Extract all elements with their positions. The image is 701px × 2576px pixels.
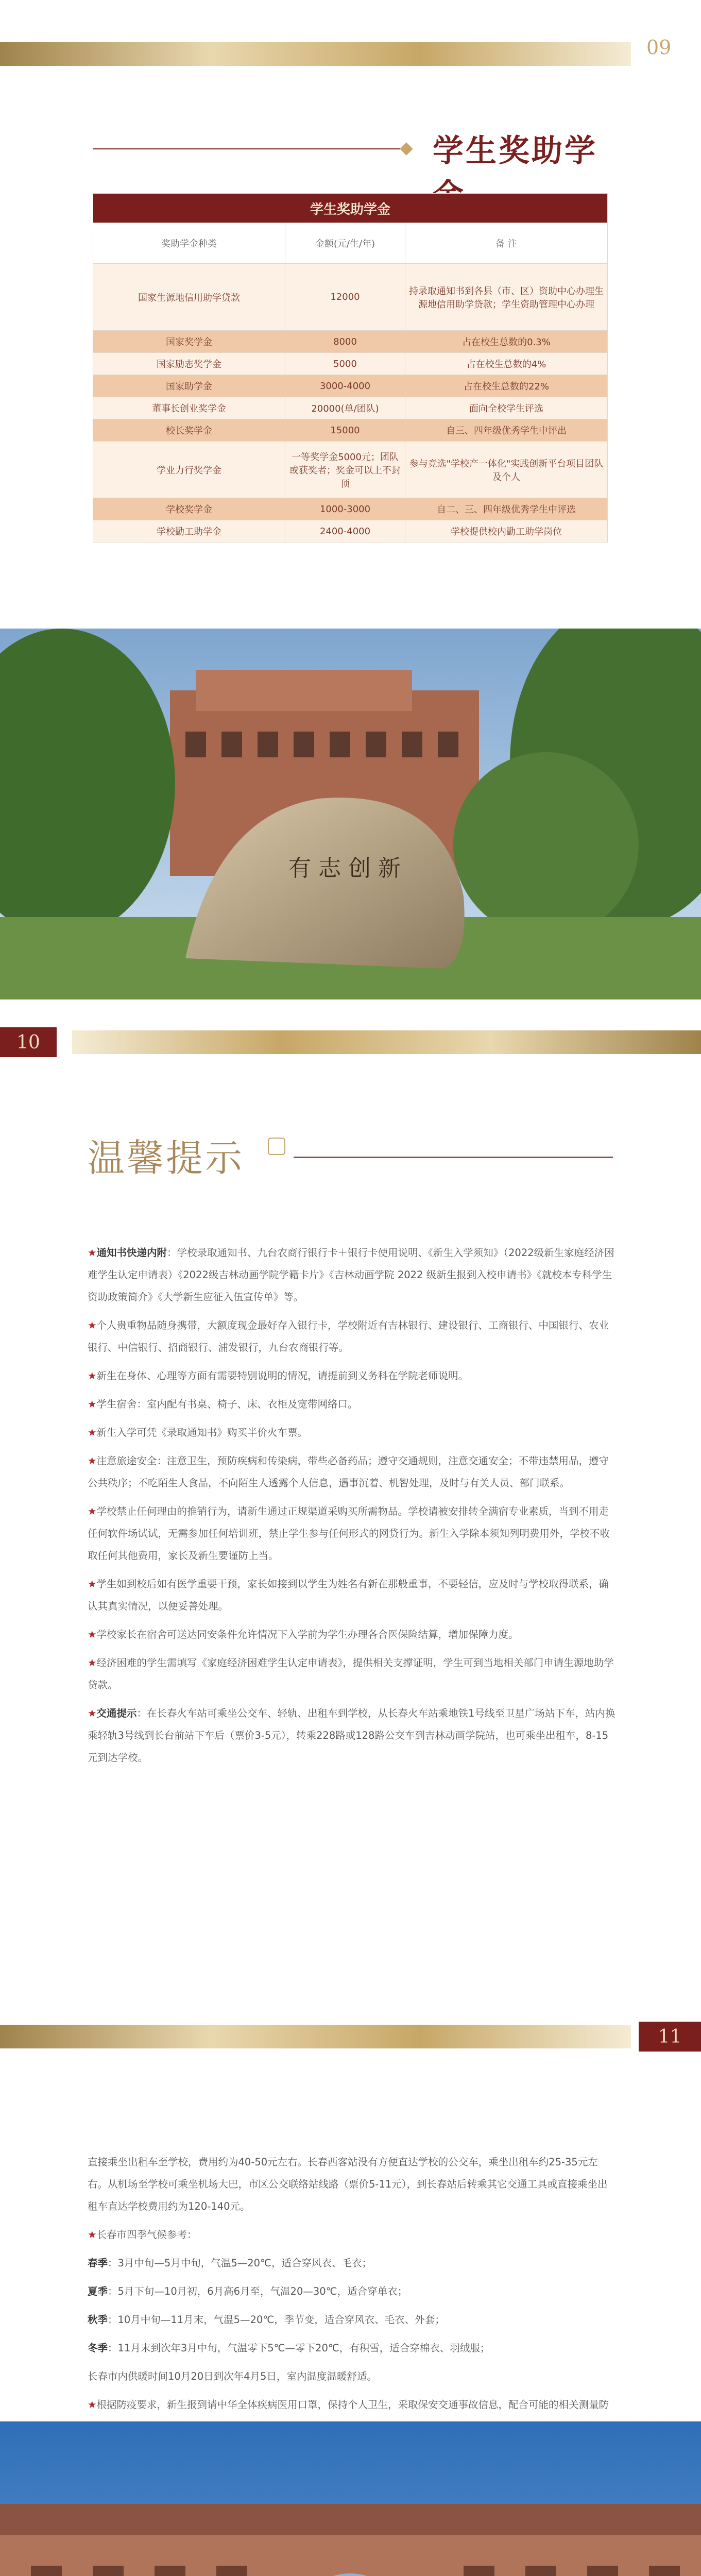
star-icon: ★ <box>88 2399 97 2411</box>
star-icon: ★ <box>88 1370 97 1382</box>
season-item <box>88 2252 615 2274</box>
table-row <box>93 264 608 331</box>
tip-item <box>88 1242 615 1308</box>
season-item <box>88 2309 615 2331</box>
tip-item <box>88 1702 615 1769</box>
tip-item <box>88 1500 615 1567</box>
table-row <box>93 498 608 520</box>
tip-text: ：学校录取通知书、九台农商行银行卡＋银行卡使用说明、《新生入学须知》（2022级新生家庭经济困难学生认定申请表）《2022级吉林动画学院学籍卡片》《吉林动画学院 2022 级新生报到入校申请书》《就校本专科学生资助政策简介》《大学新生应征入伍宣传单》等。 <box>88 1247 614 1303</box>
campus-stone-photo <box>0 629 701 999</box>
tip-text: 注意旅途安全：注意卫生，预防疾病和传染病，带些必备药品；遵守交通规则，注意交通安全；不带违禁用品，遵守公共秩序；不吃陌生人食品，不向陌生人透露个人信息，遇事沉着、机智处理，及时与有关人员、部门联系。 <box>88 1455 609 1489</box>
table-cell: 参与竞选"学校产一体化"实践创新平台项目团队及个人 <box>405 442 608 498</box>
table-row <box>93 397 608 419</box>
table-header: 备 注 <box>405 223 608 264</box>
tip-item <box>88 1421 615 1444</box>
star-icon: ★ <box>88 1319 97 1331</box>
reminder-text: 根据防疫要求，新生报到请中华全体疾病医用口罩，保持个人卫生，采取保安交通事故信息，配合可能的相关测量防 <box>96 2399 609 2411</box>
star-icon: ★ <box>88 2229 97 2241</box>
star-icon: ★ <box>88 1427 97 1438</box>
table-cell: 1000-3000 <box>285 498 405 520</box>
table-cell: 国家助学金 <box>93 375 285 397</box>
tip-item <box>88 1365 615 1387</box>
season-name: 春季 <box>88 2257 108 2269</box>
graduation-group-photo <box>0 2421 701 2576</box>
table-cell: 董事长创业奖学金 <box>93 397 285 419</box>
season-text: ：3月中旬—5月中旬，气温5—20℃，适合穿风衣、毛衣； <box>108 2257 372 2269</box>
tip-text: ：在长春火车站可乘坐公交车、轻轨、出租车到学校，从长春火车站乘地铁1号线至卫星广场站下车，站内换乘轻轨3号线到长台前站下车后（票价3-5元），转乘228路或128路公交车到吉林动画学院站，也可乘坐出租车，8-15元到达学校。 <box>88 1707 615 1764</box>
title-rule <box>294 1157 613 1158</box>
tips-list <box>88 1242 615 1775</box>
tip-text: 学生如到校后如有医学重要干预，家长如接到以学生为姓名有新在那般重事，不要轻信，应及时与学校取得联系，确认其真实情况，以便妥善处理。 <box>88 1578 609 1612</box>
season-item <box>88 2280 615 2302</box>
gold-band <box>72 1030 701 1054</box>
season-text: ：10月中旬—11月末，气温5—20℃，季节变，适合穿风衣、毛衣、外套； <box>108 2314 445 2326</box>
page-number: 10 <box>0 1027 57 1057</box>
winter-note: 长春市内供暖时间10月20日到次年4月5日，室内温度温暖舒适。 <box>88 2370 377 2382</box>
gold-band <box>0 2025 631 2048</box>
table-cell: 15000 <box>285 419 405 442</box>
section-title: 学生奖助学 <box>433 133 597 169</box>
tip-text: 学校禁止任何理由的推销行为，请新生通过正规渠道采购买所需物品。学校请被安排转全满宿专业素质，当到不用走任何软件场试试，无需参加任何培训班，禁止学生参与任何形式的网贷行为。新生入学除本须知列明费用外，学校不收取任何其他费用，家长及新生要谨防上当。 <box>88 1505 610 1562</box>
weather-title-text: 长春市四季气候参考： <box>96 2229 197 2241</box>
table-cell: 国家奖学金 <box>93 331 285 353</box>
table-cell: 5000 <box>285 353 405 375</box>
tip-item <box>88 1314 615 1359</box>
table-cell: 校长奖学金 <box>93 419 285 442</box>
season-text: ：11月末到次年3月中旬，气温零下5℃—零下20℃，有积雪，适合穿棉衣、羽绒服； <box>108 2342 490 2354</box>
tip-item <box>88 1573 615 1617</box>
table-cell: 占在校生总数的22% <box>405 375 608 397</box>
table-cell: 国家励志奖学金 <box>93 353 285 375</box>
table-cell: 8000 <box>285 331 405 353</box>
tip-text: 新生入学可凭《录取通知书》购买半价火车票。 <box>96 1427 307 1438</box>
title-rule <box>93 148 412 149</box>
section-title-bar <box>93 124 608 170</box>
table-cell: 20000(单/团队) <box>285 397 405 419</box>
table-cell: 面向全校学生评选 <box>405 397 608 419</box>
page-number: 11 <box>639 2022 701 2052</box>
table-row <box>93 419 608 442</box>
tip-text: 学校家长在宿舍可送达同安条件允许情况下入学前为学生办理各合医保险结算，增加保障力度。 <box>96 1629 519 1640</box>
season-name: 冬季 <box>88 2342 108 2354</box>
table-cell: 占在校生总数的4% <box>405 353 608 375</box>
table-cell: 学校奖学金 <box>93 498 285 520</box>
table-header: 奖助学金种类 <box>93 223 285 264</box>
star-icon: ★ <box>88 1398 97 1410</box>
scholarship-table <box>93 193 608 543</box>
star-icon: ★ <box>88 1505 97 1517</box>
tip-item <box>88 1623 615 1646</box>
tip-label: 交通提示 <box>96 1707 137 1719</box>
table-row <box>93 375 608 397</box>
decor-icon <box>268 1138 285 1155</box>
season-text: ：5月下旬—10月初，6月高6月至，气温20—30℃，适合穿单衣； <box>108 2285 408 2297</box>
star-icon: ★ <box>88 1629 97 1640</box>
table-row <box>93 520 608 543</box>
tip-item <box>88 1393 615 1415</box>
table-cell: 3000-4000 <box>285 375 405 397</box>
season-item <box>88 2337 615 2359</box>
table-row <box>93 442 608 498</box>
table-cell: 自二、三、四年级优秀学生中评选 <box>405 498 608 520</box>
table-row <box>93 331 608 353</box>
star-icon: ★ <box>88 1247 97 1259</box>
tip-text: 个人贵重物品随身携带，大额度现金最好存入银行卡，学校附近有吉林银行、建设银行、工商银行、中国银行、农业银行、中信银行、招商银行、浦发银行，九台农商银行等。 <box>88 1319 609 1353</box>
table-cell: 12000 <box>285 264 405 331</box>
table-header: 金额(元/生/年) <box>285 223 405 264</box>
tip-item <box>88 1450 615 1494</box>
table-cell: 学业力行奖学金 <box>93 442 285 498</box>
table-cell: 国家生源地信用助学贷款 <box>93 264 285 331</box>
page-number: 09 <box>646 36 672 59</box>
table-cell: 学校提供校内勤工助学岗位 <box>405 520 608 543</box>
tip-item <box>88 1652 615 1696</box>
tip-label: 通知书快递内附 <box>96 1247 167 1259</box>
table-cell: 一等奖学金5000元；团队或获奖者；奖金可以上不封顶 <box>285 442 405 498</box>
season-name: 夏季 <box>88 2285 108 2297</box>
star-icon: ★ <box>88 1657 97 1669</box>
table-cell: 2400-4000 <box>285 520 405 543</box>
star-icon: ★ <box>88 1455 97 1467</box>
weather-title <box>88 2224 615 2246</box>
tip-text: 经济困难的学生需填写《家庭经济困难学生认定申请表》，提供相关支撑证明，学生可到当地相关部门申请生源地助学贷款。 <box>88 1657 614 1691</box>
diamond-icon <box>400 142 413 155</box>
season-name: 秋季 <box>88 2314 108 2326</box>
intro-text: 直接乘坐出租车至学校，费用约为40-50元左右。长春西客站没有方便直达学校的公交车，乘坐出租车约25-35元左右。从机场至学校可乘坐机场大巴，市区公交联络站线路（票价5-11元），到长春站后转乘其它交通工具或直接乘坐出租车直达学校费用约为120-140元。 <box>88 2156 608 2212</box>
tip-text: 新生在身体、心理等方面有需要特别说明的情况，请提前到义务科在学院老师说明。 <box>96 1370 468 1382</box>
table-cell: 自三、四年级优秀学生中评出 <box>405 419 608 442</box>
table-cell: 占在校生总数的0.3% <box>405 331 608 353</box>
section-title: 温馨提示 <box>88 1137 245 1180</box>
table-row <box>93 353 608 375</box>
star-icon: ★ <box>88 1707 97 1719</box>
table-cell: 持录取通知书到各县（市、区）资助中心办理生源地信用助学贷款；学生资助管理中心办理 <box>405 264 608 331</box>
table-caption: 学生奖助学金 <box>93 194 608 223</box>
gold-band <box>0 42 631 66</box>
star-icon: ★ <box>88 1578 97 1590</box>
svg-text:有 志 创 新: 有 志 创 新 <box>288 855 401 882</box>
tip-text: 学生宿舍：室内配有书桌、椅子、床、衣柜及宽带网络口。 <box>96 1398 358 1410</box>
table-cell: 学校勤工助学金 <box>93 520 285 543</box>
